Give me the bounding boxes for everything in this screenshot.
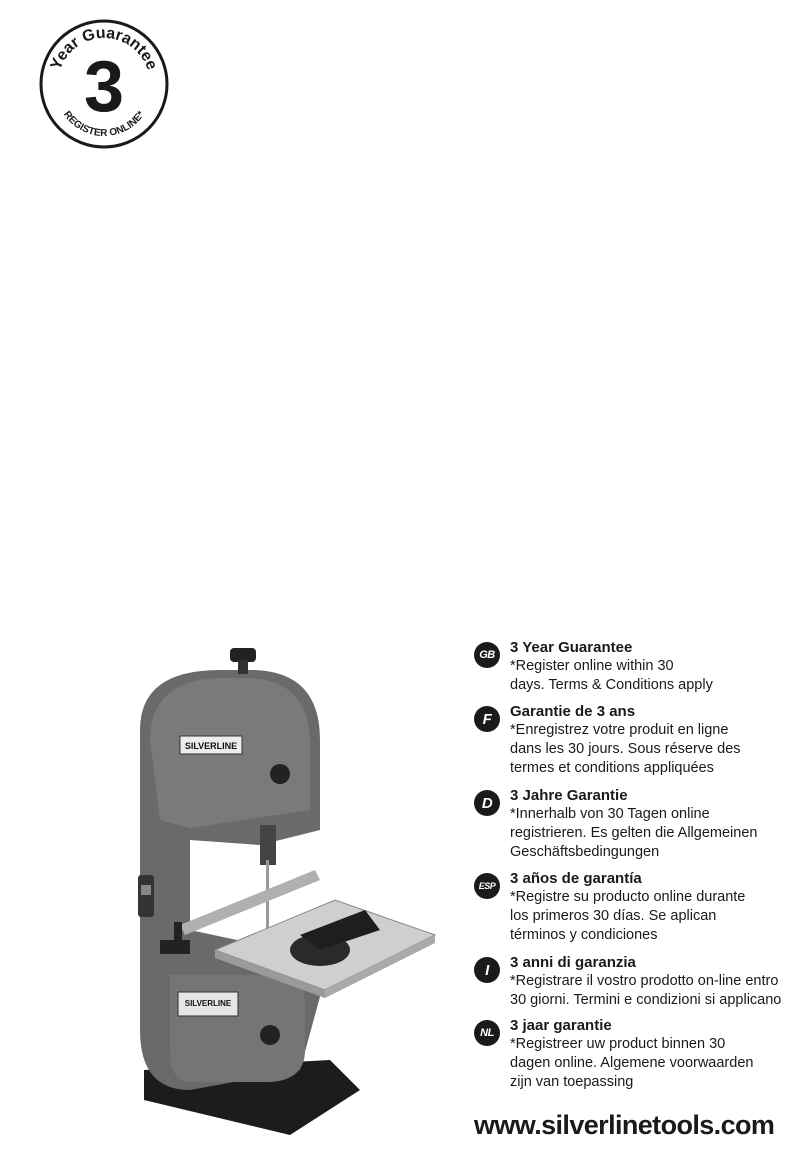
guarantee-title: 3 Jahre Garantie — [510, 787, 628, 804]
guarantee-title: 3 Year Guarantee — [510, 639, 633, 656]
guarantee-badge — [38, 18, 170, 150]
guarantee-d — [474, 786, 794, 862]
guarantee-body: *Registreer uw product binnen 30 dagen online. Algemene voorwaarden zijn van toepassing — [510, 1036, 754, 1090]
guarantee-body: *Register online within 30 days. Terms & Conditions apply — [510, 658, 713, 693]
badge-top-text: Year Guarantee — [47, 24, 161, 73]
badge-number: 3 — [83, 47, 125, 127]
guarantee-body: *Registrare il vostro prodotto on-line entro 30 giorni. Termini e condizioni si applicano — [510, 973, 782, 1008]
guarantee-body: *Registre su producto online durante los primeros 30 días. Se aplican términos y condiciones — [510, 889, 746, 943]
guarantee-gb — [474, 638, 794, 695]
guarantee-i — [474, 953, 794, 1010]
guarantee-title: 3 años de garantía — [510, 870, 642, 887]
website-url: www.silverlinetools.com — [474, 1110, 775, 1140]
guarantee-title: 3 jaar garantie — [510, 1017, 612, 1034]
saw-brand-label: SILVERLINE — [184, 741, 238, 751]
guarantee-esp — [474, 869, 794, 945]
gb-flag-icon: GB — [474, 642, 500, 668]
guarantee-body: *Innerhalb von 30 Tagen online registrieren. Es gelten die Allgemeinen Geschäftsbedingungen — [510, 806, 758, 860]
badge-bottom-text: REGISTER ONLINE* — [61, 109, 147, 140]
esp-flag-icon: ESP — [474, 873, 500, 899]
nl-flag-icon: NL — [474, 1020, 500, 1046]
guarantee-title: 3 anni di garanzia — [510, 954, 636, 971]
svg-text:SILVERLINE: SILVERLINE — [184, 999, 232, 1008]
band-saw-image — [130, 630, 440, 1140]
d-flag-icon: D — [474, 790, 500, 816]
guarantee-nl — [474, 1016, 794, 1092]
guarantee-body: *Enregistrez votre produit en ligne dans les 30 jours. Sous réserve des termes et conditions appliquées — [510, 722, 741, 776]
i-flag-icon: I — [474, 957, 500, 983]
guarantee-f — [474, 702, 794, 778]
guarantee-title: Garantie de 3 ans — [510, 703, 636, 720]
f-flag-icon: F — [474, 706, 500, 732]
